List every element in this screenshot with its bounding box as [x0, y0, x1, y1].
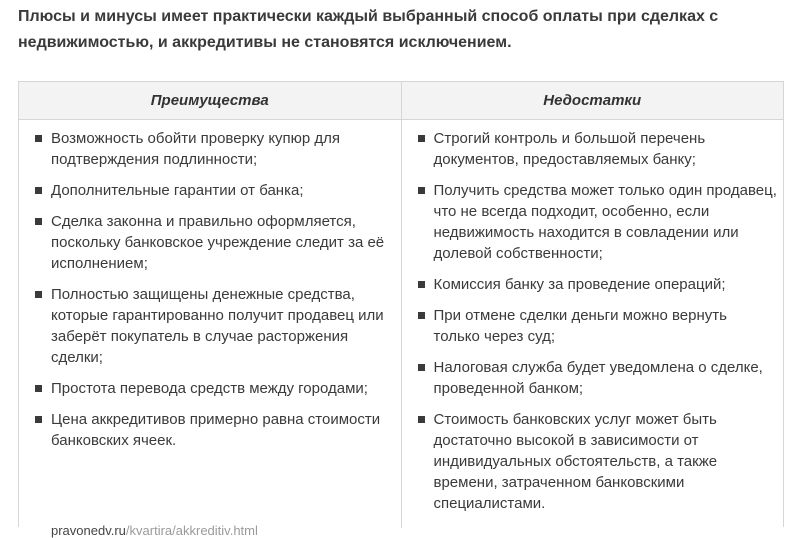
square-bullet-icon: [35, 218, 42, 225]
list-item-text: Дополнительные гарантии от банка;: [51, 182, 304, 199]
list-item-text: Налоговая служба будет уведомлена о сделке, проведенной банком;: [433, 359, 763, 397]
advantages-list: [33, 128, 395, 451]
list-item-text: При отмене сделки деньги можно вернуть только через суд;: [433, 307, 727, 345]
list-item: [416, 409, 778, 514]
watermark-path: /kvartira/akkreditiv.html: [125, 523, 258, 538]
list-item-text: Стоимость банковских услуг может быть достаточно высокой в зависимости от индивидуальных обстоятельств, а также времени, затраченном банковскими специалистами.: [433, 411, 718, 512]
header-disadvantages: Недостатки: [401, 82, 784, 119]
disadvantages-list: [416, 128, 778, 514]
square-bullet-icon: [418, 364, 425, 371]
list-item-text: Сделка законна и правильно оформляется, поскольку банковское учреждение следит за её исполнением;: [51, 213, 385, 272]
list-item: [33, 409, 395, 451]
list-item-text: Строгий контроль и большой перечень документов, предоставляемых банку;: [433, 130, 706, 168]
square-bullet-icon: [418, 312, 425, 319]
square-bullet-icon: [418, 281, 425, 288]
list-item: [416, 128, 778, 170]
square-bullet-icon: [418, 187, 425, 194]
list-item: [416, 180, 778, 264]
list-item: [33, 284, 395, 368]
square-bullet-icon: [35, 416, 42, 423]
list-item-text: Возможность обойти проверку купюр для подтверждения подлинности;: [51, 130, 341, 168]
list-item-text: Простота перевода средств между городами;: [51, 380, 368, 397]
source-watermark: [51, 523, 258, 538]
list-item: [416, 357, 778, 399]
watermark-domain: pravonedv.ru: [51, 523, 126, 538]
square-bullet-icon: [35, 135, 42, 142]
list-item-text: Комиссия банку за проведение операций;: [433, 276, 726, 293]
square-bullet-icon: [418, 416, 425, 423]
square-bullet-icon: [35, 385, 42, 392]
list-item-text: Цена аккредитивов примерно равна стоимости банковских ячеек.: [51, 411, 381, 449]
list-item: [33, 180, 395, 201]
disadvantages-column: [401, 120, 784, 528]
list-item-text: Получить средства может только один продавец, что не всегда подходит, особенно, если недвижимость находится в совладении или долевой собственности;: [433, 182, 777, 262]
list-item: [33, 378, 395, 399]
table-header: [19, 82, 783, 120]
pros-cons-table: [18, 81, 784, 538]
list-item: [33, 211, 395, 274]
square-bullet-icon: [35, 187, 42, 194]
square-bullet-icon: [35, 291, 42, 298]
list-item-text: Полностью защищены денежные средства, которые гарантированно получит продавец или заберёт покупатель в случае расторжения сделки;: [51, 286, 384, 366]
intro-paragraph: Плюсы и минусы имеет практически каждый выбранный способ оплаты при сделках с недвижимостью, и аккредитивы не становятся исключением.: [18, 8, 719, 51]
square-bullet-icon: [418, 135, 425, 142]
table-body: [19, 120, 783, 538]
header-advantages: Преимущества: [150, 92, 269, 109]
advantages-column: [19, 120, 401, 538]
list-item: [416, 274, 778, 295]
list-item: [33, 128, 395, 170]
list-item: [416, 305, 778, 347]
